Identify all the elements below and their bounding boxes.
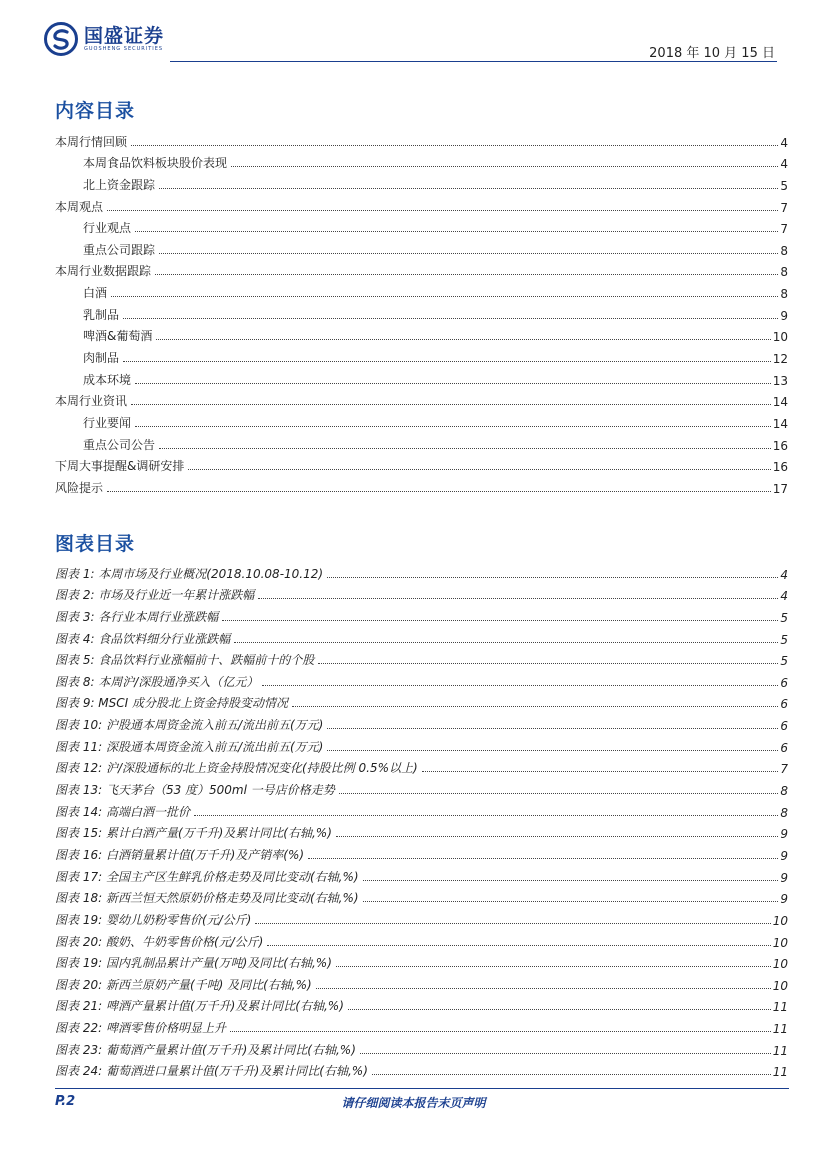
dot-leader	[372, 1073, 771, 1075]
dot-leader	[360, 1052, 771, 1054]
figure-entry-label: 图表 19: 国内乳制品累计产量(万吨)及同比(右轴,%)	[55, 956, 332, 971]
figure-entry[interactable]	[55, 798, 788, 820]
dot-leader	[131, 403, 771, 405]
figure-entry-page: 11	[772, 1043, 788, 1058]
brand-name-en: GUOSHENG SECURITIES	[84, 45, 164, 52]
figure-entry-page: 9	[780, 827, 788, 842]
footer-divider	[55, 1088, 789, 1089]
dot-leader	[111, 295, 778, 297]
figure-entry-label: 图表 16: 白酒销量累计值(万千升)及产销率(%)	[55, 847, 305, 862]
figure-entry-label: 图表 3: 各行业本周行业涨跌幅	[55, 609, 219, 624]
toc-entry-label: 下周大事提醒&调研安排	[55, 459, 185, 474]
dot-leader	[363, 900, 779, 902]
dot-leader	[123, 317, 778, 319]
dot-leader	[422, 770, 779, 772]
dot-leader	[107, 490, 771, 492]
figure-entry[interactable]	[55, 928, 788, 950]
figure-entry-page: 9	[780, 870, 788, 885]
toc-entry[interactable]	[55, 409, 788, 431]
dot-leader	[156, 338, 770, 340]
dot-leader	[308, 857, 778, 859]
figure-entry-page: 9	[780, 848, 788, 863]
toc-list	[55, 128, 788, 496]
figure-entry[interactable]	[55, 711, 788, 733]
figure-entry-label: 图表 11: 深股通本周资金流入前五/流出前五(万元)	[55, 739, 324, 754]
figure-entry-page: 5	[780, 632, 788, 647]
toc-entry-page: 8	[780, 287, 788, 302]
toc-entry-label: 啤酒&葡萄酒	[83, 329, 153, 344]
dot-leader	[327, 749, 778, 751]
toc-entry[interactable]	[55, 388, 788, 410]
figure-entry-label: 图表 4: 食品饮料细分行业涨跌幅	[55, 631, 231, 646]
figure-entry[interactable]	[55, 647, 788, 669]
brand-name-cn: 国盛证券	[84, 24, 165, 47]
toc-entry[interactable]	[55, 453, 788, 475]
figure-entry[interactable]	[55, 1014, 788, 1036]
toc-entry-label: 风险提示	[55, 480, 104, 495]
dot-leader	[262, 684, 778, 686]
figure-entry[interactable]	[55, 582, 788, 604]
figure-entry-page: 10	[772, 913, 788, 928]
logo-mark-icon	[44, 22, 78, 56]
toc-entry-page: 7	[780, 222, 788, 237]
figure-entry[interactable]	[55, 841, 788, 863]
toc-entry-page: 7	[780, 200, 788, 215]
figure-entry-page: 7	[780, 762, 788, 777]
toc-entry[interactable]	[55, 193, 788, 215]
dot-leader	[327, 727, 778, 729]
figure-entry-page: 5	[780, 654, 788, 669]
figures-title: 图表目录	[55, 533, 136, 555]
report-date: 2018 年 10 月 15 日	[649, 46, 775, 61]
figure-entry-label: 图表 13: 飞天茅台（53 度）500ml 一号店价格走势	[55, 783, 335, 798]
page-number: P.2	[55, 1094, 76, 1109]
figure-entry-label: 图表 24: 葡萄酒进口量累计值(万千升)及累计同比(右轴,%)	[55, 1064, 368, 1079]
toc-entry[interactable]	[55, 431, 788, 453]
toc-entry[interactable]	[55, 323, 788, 345]
dot-leader	[316, 987, 771, 989]
toc-entry[interactable]	[55, 215, 788, 237]
toc-title: 内容目录	[55, 100, 136, 122]
figure-entry[interactable]	[55, 755, 788, 777]
dot-leader	[123, 360, 771, 362]
toc-entry-label: 本周行情回顾	[55, 134, 128, 149]
figure-entry-page: 8	[780, 784, 788, 799]
figure-entry[interactable]	[55, 1036, 788, 1058]
dot-leader	[348, 1008, 771, 1010]
dot-leader	[194, 814, 778, 816]
figure-entry[interactable]	[55, 950, 788, 972]
dot-leader	[255, 922, 770, 924]
dot-leader	[336, 965, 771, 967]
dot-leader	[231, 165, 778, 167]
dot-leader	[188, 468, 770, 470]
figure-entry-label: 图表 1: 本周市场及行业概况(2018.10.08-10.12)	[55, 566, 324, 581]
toc-entry[interactable]	[55, 150, 788, 172]
toc-entry-label: 乳制品	[83, 307, 120, 322]
toc-entry-page: 8	[780, 243, 788, 258]
dot-leader	[292, 705, 778, 707]
dot-leader	[339, 792, 779, 794]
figure-entry-label: 图表 19: 婴幼儿奶粉零售价(元/公斤)	[55, 912, 252, 927]
figure-entry[interactable]	[55, 733, 788, 755]
figure-entry-label: 图表 17: 全国主产区生鲜乳价格走势及同比变动(右轴,%)	[55, 869, 359, 884]
toc-entry[interactable]	[55, 344, 788, 366]
toc-entry[interactable]	[55, 474, 788, 496]
dot-leader	[107, 209, 778, 211]
toc-entry-page: 10	[772, 330, 788, 345]
dot-leader	[258, 597, 778, 599]
brand-logo	[44, 22, 164, 56]
dot-leader	[363, 879, 779, 881]
figure-entry-page: 10	[772, 935, 788, 950]
figure-entry-label: 图表 22: 啤酒零售价格明显上升	[55, 1021, 226, 1036]
figure-entry[interactable]	[55, 1058, 788, 1080]
toc-entry-page: 12	[772, 352, 788, 367]
toc-entry-page: 8	[780, 265, 788, 280]
figure-entry-page: 6	[780, 740, 788, 755]
figure-entry[interactable]	[55, 668, 788, 690]
toc-entry-page: 14	[772, 416, 788, 431]
figure-entry-page: 6	[780, 675, 788, 690]
figure-entry[interactable]	[55, 906, 788, 928]
dot-leader	[267, 944, 770, 946]
dot-leader	[135, 425, 771, 427]
figure-entry[interactable]	[55, 625, 788, 647]
figure-entry-page: 6	[780, 719, 788, 734]
figure-entry[interactable]	[55, 971, 788, 993]
figure-entry-label: 图表 23: 葡萄酒产量累计值(万千升)及累计同比(右轴,%)	[55, 1042, 356, 1057]
toc-entry-label: 本周行业数据跟踪	[55, 264, 152, 279]
dot-leader	[135, 230, 778, 232]
figure-entry[interactable]	[55, 820, 788, 842]
toc-entry-label: 本周食品饮料板块股价表现	[83, 156, 228, 171]
dot-leader	[230, 1030, 771, 1032]
toc-entry[interactable]	[55, 128, 788, 150]
toc-entry-page: 9	[780, 308, 788, 323]
dot-leader	[159, 187, 778, 189]
toc-entry-label: 行业要闻	[83, 415, 132, 430]
figure-entry[interactable]	[55, 690, 788, 712]
toc-entry-page: 4	[780, 135, 788, 150]
toc-entry-page: 13	[772, 373, 788, 388]
toc-entry-page: 16	[772, 460, 788, 475]
figure-entry-page: 6	[780, 697, 788, 712]
toc-entry-label: 肉制品	[83, 351, 120, 366]
figure-entry-label: 图表 14: 高端白酒一批价	[55, 804, 190, 819]
figure-entry-page: 9	[780, 892, 788, 907]
figure-entry-page: 10	[772, 978, 788, 993]
dot-leader	[159, 447, 771, 449]
dot-leader	[155, 273, 778, 275]
figure-entry-page: 4	[780, 567, 788, 582]
toc-entry-label: 本周行业资讯	[55, 394, 128, 409]
toc-entry[interactable]	[55, 236, 788, 258]
footer-disclaimer: 请仔细阅读本报告末页声明	[341, 1096, 486, 1110]
figure-entry[interactable]	[55, 560, 788, 582]
figure-entry-label: 图表 20: 新西兰原奶产量(千吨) 及同比(右轴,%)	[55, 977, 312, 992]
toc-entry-page: 14	[772, 395, 788, 410]
toc-entry[interactable]	[55, 366, 788, 388]
figure-entry[interactable]	[55, 885, 788, 907]
toc-entry-page: 16	[772, 438, 788, 453]
figure-entry-label: 图表 20: 酸奶、牛奶零售价格(元/公斤)	[55, 934, 264, 949]
figure-entry-page: 11	[772, 1065, 788, 1080]
toc-entry-page: 17	[772, 481, 788, 496]
figure-entry-label: 图表 2: 市场及行业近一年累计涨跌幅	[55, 588, 255, 603]
toc-entry[interactable]	[55, 171, 788, 193]
dot-leader	[222, 619, 778, 621]
figure-entry-label: 图表 5: 食品饮料行业涨幅前十、跌幅前十的个股	[55, 653, 315, 668]
dot-leader	[327, 576, 778, 578]
figure-entry-label: 图表 10: 沪股通本周资金流入前五/流出前五(万元)	[55, 718, 324, 733]
figure-entry-page: 5	[780, 610, 788, 625]
figure-entry-label: 图表 15: 累计白酒产量(万千升)及累计同比(右轴,%)	[55, 826, 332, 841]
toc-entry-page: 5	[780, 178, 788, 193]
figures-list	[55, 560, 788, 1079]
toc-entry-label: 成本环境	[83, 372, 132, 387]
toc-entry-label: 北上资金跟踪	[83, 177, 156, 192]
figure-entry-page: 11	[772, 1022, 788, 1037]
figure-entry-label: 图表 21: 啤酒产量累计值(万千升)及累计同比(右轴,%)	[55, 999, 344, 1014]
toc-entry[interactable]	[55, 258, 788, 280]
header-divider	[170, 61, 777, 62]
dot-leader	[135, 382, 771, 384]
dot-leader	[159, 252, 778, 254]
toc-entry-label: 本周观点	[55, 199, 104, 214]
dot-leader	[336, 835, 778, 837]
figure-entry[interactable]	[55, 863, 788, 885]
figure-entry-page: 4	[780, 589, 788, 604]
toc-entry-label: 重点公司公告	[83, 437, 156, 452]
toc-entry-label: 行业观点	[83, 221, 132, 236]
figure-entry-page: 11	[772, 1000, 788, 1015]
dot-leader	[234, 641, 778, 643]
figure-entry-label: 图表 18: 新西兰恒天然原奶价格走势及同比变动(右轴,%)	[55, 891, 359, 906]
toc-entry-label: 重点公司跟踪	[83, 242, 156, 257]
page-header	[0, 0, 827, 70]
figure-entry-page: 8	[780, 805, 788, 820]
toc-entry-page: 4	[780, 157, 788, 172]
toc-entry[interactable]	[55, 279, 788, 301]
figure-entry[interactable]	[55, 993, 788, 1015]
dot-leader	[318, 662, 778, 664]
figure-entry-page: 10	[772, 957, 788, 972]
toc-entry-label: 白酒	[83, 286, 108, 301]
figure-entry[interactable]	[55, 776, 788, 798]
toc-entry[interactable]	[55, 301, 788, 323]
figure-entry-label: 图表 12: 沪/深股通标的北上资金持股情况变化(持股比例 0.5%以上)	[55, 761, 418, 776]
figure-entry[interactable]	[55, 603, 788, 625]
figure-entry-label: 图表 9: MSCI 成分股北上资金持股变动情况	[55, 696, 289, 711]
figure-entry-label: 图表 8: 本周沪/深股通净买入（亿元）	[55, 674, 259, 689]
dot-leader	[131, 144, 778, 146]
